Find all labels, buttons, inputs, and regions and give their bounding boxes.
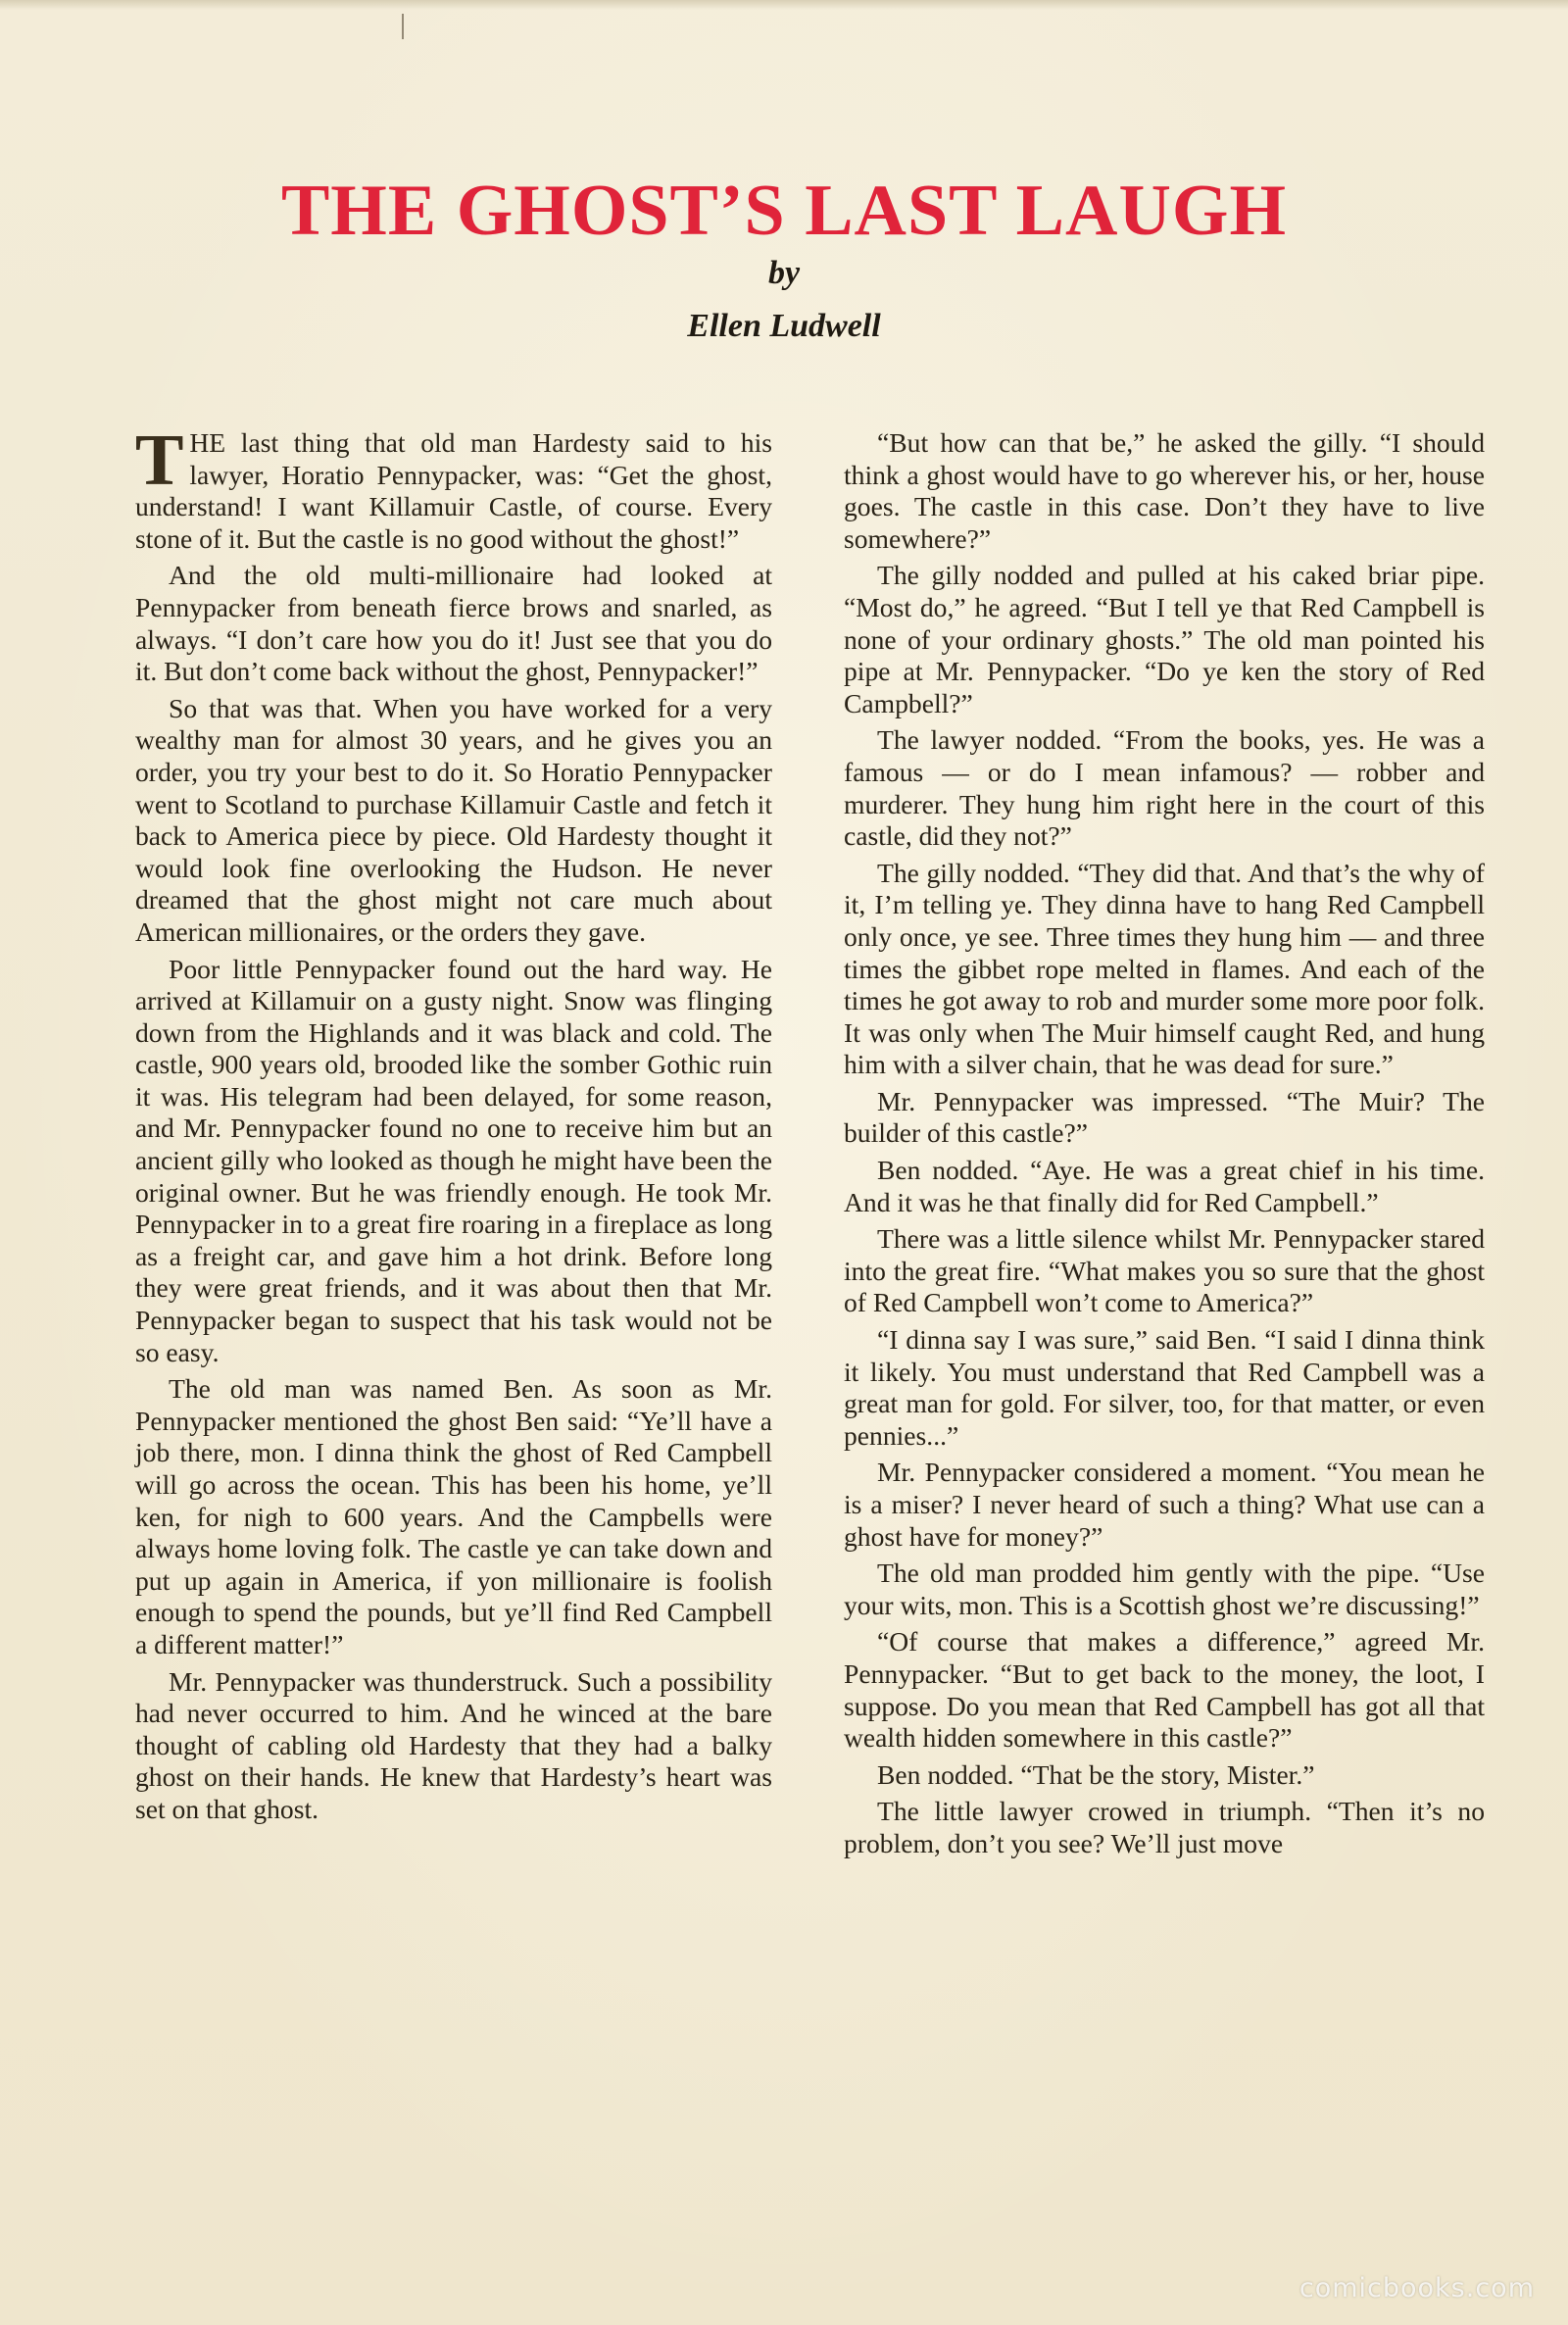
paragraph: Ben nodded. “That be the story, Mister.” [877,1758,1315,1790]
paragraph: And the old multi-millionaire had looked at Pennypacker from beneath fierce brows and snarled, as always. “I don’t care how you do it! Just see that you do it. But don’t come back without the ghost, Pennypacker!” [135,560,772,687]
paragraph: “I dinna say I was sure,” said Ben. “I said I dinna think it likely. You must understand that Red Campbell was a great man for gold. For silver, too, for that matter, or even pennies...” [844,1324,1485,1451]
paragraph: “Of course that makes a difference,” agreed Mr. Pennypacker. “But to get back to the money, the loot, I suppose. Do you mean that Red Campbell has got all that wealth hidden somewhere in this castle?” [844,1626,1485,1754]
paragraph: The gilly nodded and pulled at his caked briar pipe. “Most do,” he agreed. “But I tell ye that Red Campbell is none of your ordinary ghosts.” The old man pointed his pipe at Mr. Pennypacker. “Do ye ken the story of Red Campbell?” [844,560,1485,718]
paragraph: The lawyer nodded. “From the books, yes. He was a famous — or do I mean infamous? — robber and murderer. They hung him right here in the court of this castle, did they not?” [844,724,1485,852]
page-top-edge [0,0,1568,10]
paragraph: The old man prodded him gently with the pipe. “Use your wits, mon. This is a Scottish ghost we’re discussing!” [844,1558,1485,1620]
paper-crease-mark [402,14,404,39]
paragraph: “But how can that be,” he asked the gilly. “I should think a ghost would have to go wherever his, or her, house goes. The castle in this case. Don’t they have to live somewhere?” [844,427,1485,554]
paragraph: Mr. Pennypacker was impressed. “The Muir? The builder of this castle?” [844,1085,1485,1149]
paragraph: Mr. Pennypacker was thunderstruck. Such a possibility had never occurred to him. And he winced at the bare thought of cabling old Hardesty that they had a balky ghost on their hands. He knew that Hardesty’s heart was set on that ghost. [135,1665,772,1824]
drop-cap: T [135,420,184,501]
paragraph: Poor little Pennypacker found out the hard way. He arrived at Killamuir on a gusty night. Snow was flinging down from the Highlands and it was black and cold. The castle, 900 years old, brooded like the somber Gothic ruin it was. His telegram had been delayed, for some reason, and Mr. Pennypacker found no one to receive him but an ancient gilly who looked as though he might have been the original owner. But he was friendly enough. He took Mr. Pennypacker in to a great fire roaring in a fireplace as long as a freight car, and gave him a hot drink. Before long they were great friends, and it was about then that Mr. Pennypacker began to suspect that his task would not be so easy. [135,953,772,1367]
paragraph-text: HE last thing that old man Hardesty said to his lawyer, Horatio Pennypacker, was: “Get the ghost, understand! I want Killamuir Castle, of course. Every stone of it. But the castle is no good without the ghost!” [135,427,772,554]
site-watermark: comicbooks.com [1298,2273,1535,2303]
paragraph [135,420,772,555]
paragraph: There was a little silence whilst Mr. Pennypacker stared into the great fire. “What makes you so sure that the ghost of Red Campbell won’t come to America?” [844,1223,1485,1318]
left-text-column [135,420,772,2133]
paragraph: The gilly nodded. “They did that. And that’s the why of it, I’m telling ye. They dinna have to hang Red Campbell only once, ye see. Three times they hung him — and three times the gibbet rope melted in flames. And each of the times he got away to rob and murder some more poor folk. It was only when The Muir himself caught Red, and hung him with a silver chain, that he was dead for sure.” [844,857,1485,1080]
paragraph: So that was that. When you have worked for a very wealthy man for almost 30 years, and he gives you an order, you try your best to do it. So Horatio Pennypacker went to Scotland to purchase Killamuir Castle and fetch it back to America piece by piece. Old Hardesty thought it would look fine overlooking the Hudson. He never dreamed that the ghost might not care much about American millionaires, or the orders they gave. [135,692,772,947]
byline-by: by [767,255,801,291]
story-title: THE GHOST’S LAST LAUGH [280,170,1288,251]
author-name: Ellen Ludwell [687,308,881,344]
paragraph: Ben nodded. “Aye. He was a great chief in his time. And it was he that finally did for Red Campbell.” [844,1155,1485,1217]
right-text-column [844,427,1485,2133]
paragraph: The little lawyer crowed in triumph. “Then it’s no problem, don’t you see? We’ll just move [844,1796,1485,1858]
paragraph: Mr. Pennypacker considered a moment. “You mean he is a miser? I never heard of such a thing? What use can a ghost have for money?” [844,1457,1485,1552]
paragraph: The old man was named Ben. As soon as Mr. Pennypacker mentioned the ghost Ben said: “Ye’ll have a job there, mon. I dinna think the ghost of Red Campbell will go across the ocean. This has been his home, ye’ll ken, for nigh to 600 years. And the Campbells were always home loving folk. The castle ye can take down and put up again in America, if yon millionaire is foolish enough to spend the pounds, but ye’ll find Red Campbell a different matter!” [135,1373,772,1659]
